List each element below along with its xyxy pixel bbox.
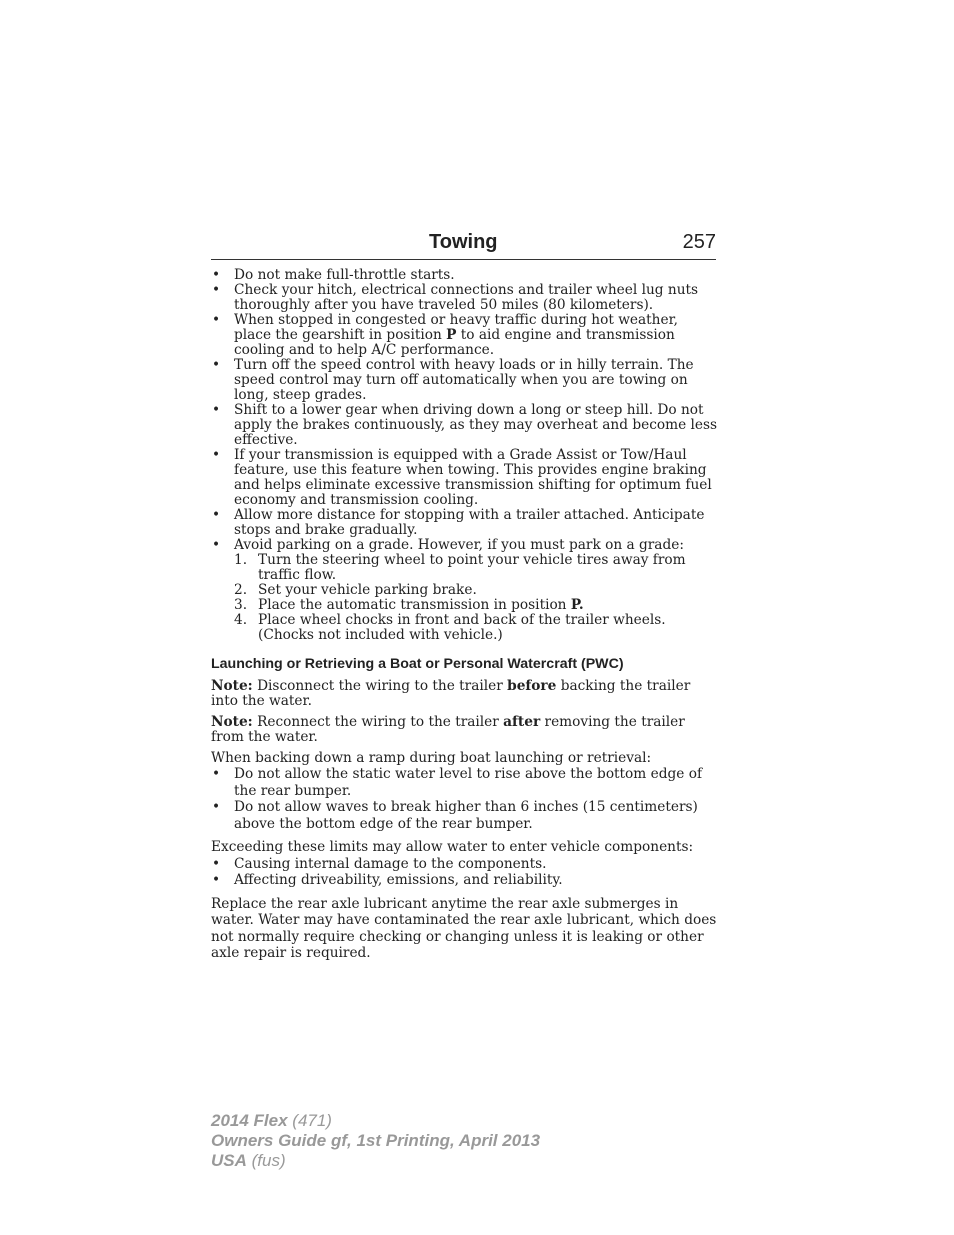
list-item: • Allow more distance for stopping with a trailer attached. Anticipate stops and brake gradually.: [211, 508, 719, 538]
list-item: • Shift to a lower gear when driving down a long or steep hill. Do not apply the brakes continuously, as they may overheat and become less effective.: [211, 403, 719, 448]
note-reconnect: Note: Reconnect the wiring to the trailer after removing the trailer from the water.: [211, 714, 685, 745]
footer-line-region: USA (fus): [211, 1151, 286, 1170]
page-number: 257: [682, 231, 716, 253]
list-item: • Avoid parking on a grade. However, if you must park on a grade: 1. Turn the steering wheel to point your vehicle tires away from traffic flow. 2. Set your vehicle parking brake. 3. Place the automatic transmission in position P. 4. Place wheel chocks in front and back of the trailer wheels. (Chocks not included with vehicle.): [211, 538, 719, 643]
section-heading: Launching or Retrieving a Boat or Personal Watercraft (PWC): [211, 656, 624, 672]
backing-list: [211, 766, 719, 832]
page-title: Towing: [429, 231, 498, 253]
footer-line-guide: Owners Guide gf, 1st Printing, April 2013: [211, 1131, 541, 1150]
list-item: • Turn off the speed control with heavy loads or in hilly terrain. The speed control may turn off automatically when you are towing on long, steep grades.: [211, 358, 719, 403]
list-item: • Do not allow waves to break higher than 6 inches (15 centimeters) above the bottom edge of the rear bumper.: [211, 799, 719, 832]
list-item: 4. Place wheel chocks in front and back of the trailer wheels. (Chocks not included with vehicle.): [234, 612, 666, 643]
intro-exceeding: Exceeding these limits may allow water to enter vehicle components:: [211, 839, 694, 855]
list-item: 1. Turn the steering wheel to point your vehicle tires away from traffic flow.: [234, 552, 686, 583]
list-item: • Check your hitch, electrical connections and trailer wheel lug nuts thoroughly after you have traveled 50 miles (80 kilometers).: [211, 283, 719, 313]
list-item: 2. Set your vehicle parking brake.: [234, 582, 477, 598]
list-item: • Do not make full-throttle starts.: [211, 268, 719, 283]
footer-line-model: 2014 Flex (471): [211, 1111, 332, 1130]
document-footer: [211, 1111, 540, 1171]
parking-steps-list: [234, 553, 719, 643]
list-item: 3. Place the automatic transmission in position P.: [234, 597, 584, 613]
page-header: [211, 229, 716, 260]
page-content: [211, 268, 719, 962]
exceeding-list: [211, 856, 719, 889]
list-item: • Affecting driveability, emissions, and reliability.: [211, 872, 719, 889]
list-item: • When stopped in congested or heavy traffic during hot weather, place the gearshift in position P to aid engine and transmission cooling and to help A/C performance.: [211, 313, 719, 358]
list-item: • Do not allow the static water level to rise above the bottom edge of the rear bumper.: [211, 766, 719, 799]
towing-tips-list: [211, 268, 719, 643]
intro-backing: When backing down a ramp during boat launching or retrieval:: [211, 750, 652, 766]
list-item: • Causing internal damage to the components.: [211, 856, 719, 873]
closing-paragraph: Replace the rear axle lubricant anytime the rear axle submerges in water. Water may have contaminated the rear axle lubricant, which does not normally require checking or changing unless it is leaking or other axle repair is required.: [211, 895, 717, 961]
note-disconnect: Note: Disconnect the wiring to the trailer before backing the trailer into the water.: [211, 678, 691, 709]
list-item: • If your transmission is equipped with a Grade Assist or Tow/Haul feature, use this feature when towing. This provides engine braking and helps eliminate excessive transmission shifting for optimum fuel economy and transmission cooling.: [211, 448, 719, 508]
